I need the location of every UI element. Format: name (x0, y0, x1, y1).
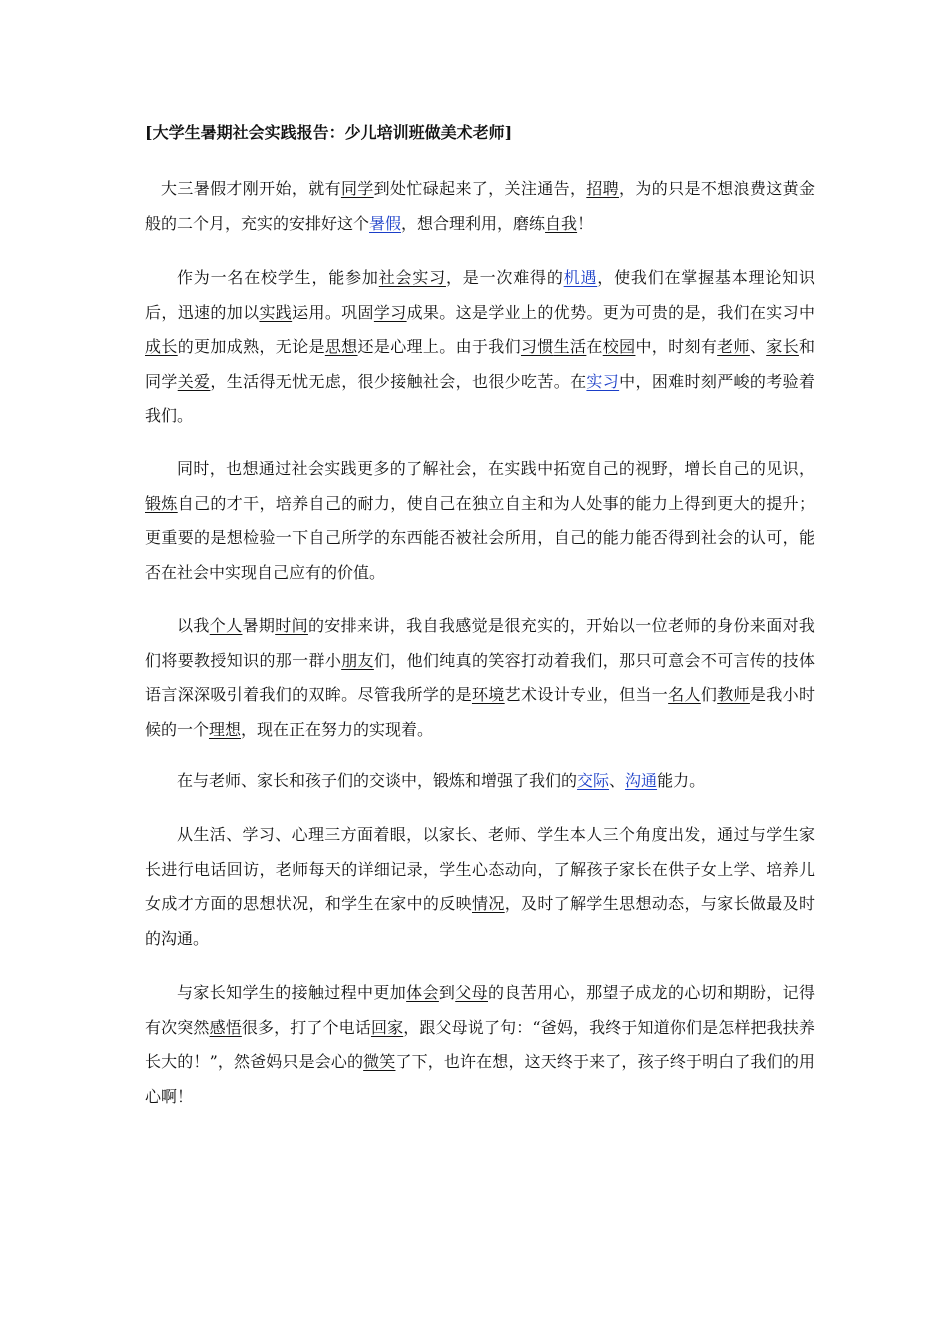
paragraph-text: 的良苦用心，那望子成龙的心切和期盼，记得有次突然 (145, 983, 815, 1037)
paragraph-text: ，生活得无忧无虑，很少接触社会，也很少吃苦。在 (210, 371, 587, 391)
underlined-term: 微笑 (363, 1052, 396, 1071)
paragraph-text: ，使我们在掌握基本理论知识后，迅速的加以 (145, 268, 815, 322)
paragraph-text: 到 (438, 983, 456, 1002)
underlined-term: 思想 (324, 337, 358, 356)
paragraph-text: ，是一次难得的 (445, 268, 564, 287)
underlined-term: 名人 (668, 685, 701, 704)
paragraph-text: 和同学 (145, 337, 815, 391)
paragraph-1 (145, 172, 815, 241)
paragraph-text: ，为的只是不想浪费这黄金般的二个月，充实的安排好这个 (145, 179, 815, 233)
paragraph-text: 暑期 (242, 616, 276, 635)
underlined-term: 个人 (209, 616, 243, 635)
paragraph-text: 是我小时候的一个 (145, 685, 815, 739)
paragraph-text: 们，他们纯真的笑容打动着我们，那只可意会不可言传的技体语言深深吸引着我们的双眸。尽管我所学的是 (145, 650, 815, 704)
underlined-term: 父母 (455, 983, 488, 1002)
paragraph-3 (145, 452, 815, 590)
paragraph-text: 的更加成熟，无论是 (177, 337, 325, 356)
paragraph-text: ，想合理利用，磨练 (401, 213, 546, 233)
underlined-term: 回家 (370, 1017, 404, 1037)
underlined-term: 社会实习 (378, 268, 446, 287)
underlined-term: 感悟 (209, 1017, 242, 1037)
paragraph-text: 了下，也许在想，这天终于来了，孩子终于明白了我们的用心啊！ (145, 1052, 815, 1106)
paragraph-link[interactable]: 机遇 (563, 268, 598, 287)
paragraph-text: ！ (577, 213, 594, 233)
paragraph-text: ，现在正在努力的实现着。 (241, 719, 434, 739)
paragraph-text: 在 (586, 337, 603, 356)
underlined-term: 实践 (259, 302, 293, 322)
paragraph-text: 与家长知学生的接触过程中更加 (177, 983, 407, 1002)
paragraph-text: 从生活、学习、心理三方面着眼，以家长、老师、学生本人三个角度出发，通过与学生家长进行电话回访，老师每天的详细记录，学生心态动向，了解孩子家长在供子女上学、培养儿女成才方面的思想状况，和学生在家中的反映 (145, 825, 815, 913)
underlined-term: 朋友 (341, 650, 374, 670)
underlined-term: 理想 (209, 719, 242, 739)
underlined-term: 锻炼 (145, 493, 178, 513)
underlined-term: 关爱 (177, 371, 211, 391)
paragraph-text: 中，困难时刻严峻的考验着我们。 (145, 371, 815, 425)
paragraph-2 (145, 261, 815, 434)
paragraph-link[interactable]: 交际 (577, 771, 610, 790)
paragraph-text: 、 (609, 771, 626, 790)
paragraph-4 (145, 609, 815, 747)
paragraph-text: 艺术设计专业，但当一 (504, 685, 669, 704)
paragraph-link[interactable]: 实习 (586, 371, 620, 391)
paragraph-text: 大三暑假才刚开始，就有 (161, 179, 341, 198)
paragraph-text: 很多，打了个电话 (241, 1017, 371, 1037)
underlined-term: 招聘 (586, 179, 620, 198)
underlined-term: 学习 (373, 302, 407, 322)
paragraph-text: 自己的才干，培养自己的耐力，使自己在独立自主和为人处事的能力上得到更大的提升；更重要的是想检验一下自己所学的东西能否被社会所用，自己的能力能否得到社会的认可，能否在社会中实现自己应有的价值。 (145, 493, 815, 582)
underlined-term: 同学 (340, 179, 374, 198)
paragraph-text: 中，时刻有 (635, 337, 718, 356)
paragraph-6 (145, 818, 815, 956)
paragraph-text: 们 (700, 685, 718, 704)
underlined-term: 情况 (471, 894, 505, 913)
underlined-term: 自我 (545, 213, 578, 233)
document-title: [大学生暑期社会实践报告：少儿培训班做美术老师] (145, 123, 513, 142)
paragraph-text: 同时，也想通过社会实践更多的了解社会，在实践中拓宽自己的视野，增长自己的见识， (177, 459, 815, 478)
underlined-term: 家长 (766, 337, 799, 356)
paragraph-text: ，及时了解学生思想动态，与家长做最及时的沟通。 (145, 894, 815, 948)
paragraph-7 (145, 976, 815, 1114)
underlined-term: 成长 (145, 337, 178, 356)
paragraph-text: 能力。 (657, 771, 706, 790)
paragraph-text: 、 (749, 337, 767, 356)
paragraph-text: ，跟父母说了句：“爸妈，我终于知道你们是怎样把我扶养长大的！”，然爸妈只是会心的 (145, 1017, 815, 1071)
underlined-term: 老师 (717, 337, 750, 356)
underlined-term: 体会 (406, 983, 439, 1002)
paragraph-link[interactable]: 暑假 (369, 213, 402, 233)
underlined-term: 生活 (553, 337, 587, 356)
paragraph-text: 到处忙碌起来了，关注通告， (373, 179, 587, 198)
paragraph-text: 还是心理上。由于我们 (357, 337, 521, 356)
underlined-term: 时间 (275, 616, 308, 635)
paragraph-text: 作为一名在校学生，能参加 (177, 268, 379, 287)
paragraph-text: 运用。巩固 (292, 302, 374, 322)
underlined-term: 校园 (602, 337, 636, 356)
paragraph-5 (145, 764, 815, 799)
paragraph-text: 在与老师、家长和孩子们的交谈中，锻炼和增强了我们的 (177, 771, 578, 790)
underlined-term: 教师 (717, 685, 750, 704)
paragraph-text: 成果。这是学业上的优势。更为可贵的是，我们在实习中 (406, 302, 815, 322)
underlined-term: 环境 (471, 685, 505, 704)
paragraph-text: 的安排来讲，我自我感觉是很充实的，开始以一位老师的身份来面对我们将要教授知识的那一群小 (145, 616, 815, 670)
underlined-term: 习惯 (520, 337, 554, 356)
paragraph-link[interactable]: 沟通 (625, 771, 658, 790)
paragraph-text: 以我 (177, 616, 210, 635)
